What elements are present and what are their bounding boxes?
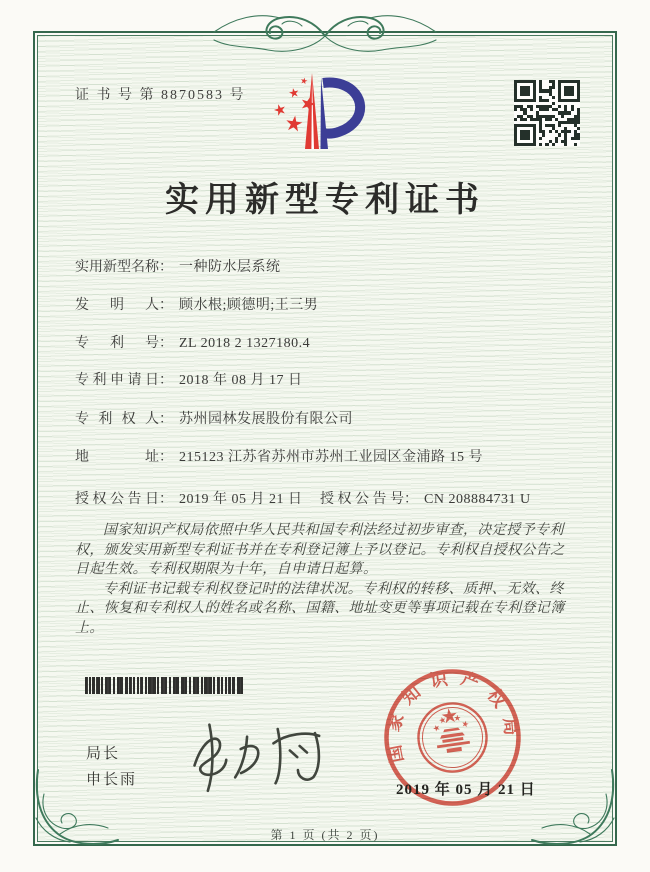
field-value: CN 208884731 U xyxy=(424,492,531,507)
field-row-name: 实用新型名称： 一种防水层系统 xyxy=(75,258,281,278)
certificate-number: 证 书 号 第 8870583 号 xyxy=(75,88,246,103)
field-label: 地址 xyxy=(75,450,159,465)
field-value: 2018 年 08 月 17 日 xyxy=(179,373,303,388)
qr-code xyxy=(514,80,580,146)
field-label: 实用新型名称 xyxy=(75,260,159,275)
field-value: 苏州园林发展股份有限公司 xyxy=(179,412,353,427)
field-row-grant: 授权公告日： 2019 年 05 月 21 日 授权公告号： CN 208884731 U xyxy=(75,490,303,510)
signature-autograph xyxy=(176,706,345,803)
field-row-inventors: 发明人： 顾水根;顾德明;王三男 xyxy=(75,296,318,316)
field-label: 专利权人 xyxy=(75,412,159,427)
field-label: 专利申请日 xyxy=(75,373,159,388)
field-value: ZL 2018 2 1327180.4 xyxy=(179,336,311,351)
field-pair-grant-number: 授权公告号： CN 208884731 U xyxy=(320,490,531,510)
field-value: 2019 年 05 月 21 日 xyxy=(179,492,303,507)
legal-text-block xyxy=(75,521,578,638)
cnipa-patent-logo-icon xyxy=(268,70,372,154)
field-row-patentee: 专利权人： 苏州园林发展股份有限公司 xyxy=(75,410,353,430)
field-value: 顾水根;顾德明;王三男 xyxy=(179,298,319,313)
certificate-title: 实用新型专利证书 xyxy=(165,182,485,219)
field-label: 专利号 xyxy=(75,336,159,351)
national-emblem-icon xyxy=(414,699,491,776)
seal-ring-text: 国家知识产权局 xyxy=(382,667,523,765)
seal-date: 2019 年 05 月 21 日 xyxy=(396,782,536,798)
field-row-address: 地址： 215123 江苏省苏州市苏州工业园区金浦路 15 号 xyxy=(75,448,483,468)
field-label: 发明人 xyxy=(75,298,159,313)
legal-paragraph: 专利证书记载专利权登记时的法律状况。专利权的转移、质押、无效、终止、恢复和专利权人的姓名或名称、国籍、地址变更等事项记载在专利登记簿上。 xyxy=(75,581,565,636)
field-value: 一种防水层系统 xyxy=(179,260,281,275)
legal-paragraph: 国家知识产权局依照中华人民共和国专利法经过初步审查，决定授予专利权，颁发实用新型专利证书并在专利登记簿上予以登记。专利权自授权公告之日起生效。专利权期限为十年，自申请日起算。 xyxy=(75,523,565,577)
field-label: 授权公告日 xyxy=(75,492,159,507)
field-row-filing-date: 专利申请日： 2018 年 08 月 17 日 xyxy=(75,371,303,391)
field-label: 授权公告号 xyxy=(320,492,404,507)
signer-title: 局长 xyxy=(86,746,121,762)
signer-name: 申长雨 xyxy=(86,772,138,788)
field-row-patent-number: 专利号： ZL 2018 2 1327180.4 xyxy=(75,334,310,354)
page-footer: 第 1 页 (共 2 页) xyxy=(270,828,380,842)
barcode xyxy=(85,677,245,694)
field-value: 215123 江苏省苏州市苏州工业园区金浦路 15 号 xyxy=(179,450,483,465)
